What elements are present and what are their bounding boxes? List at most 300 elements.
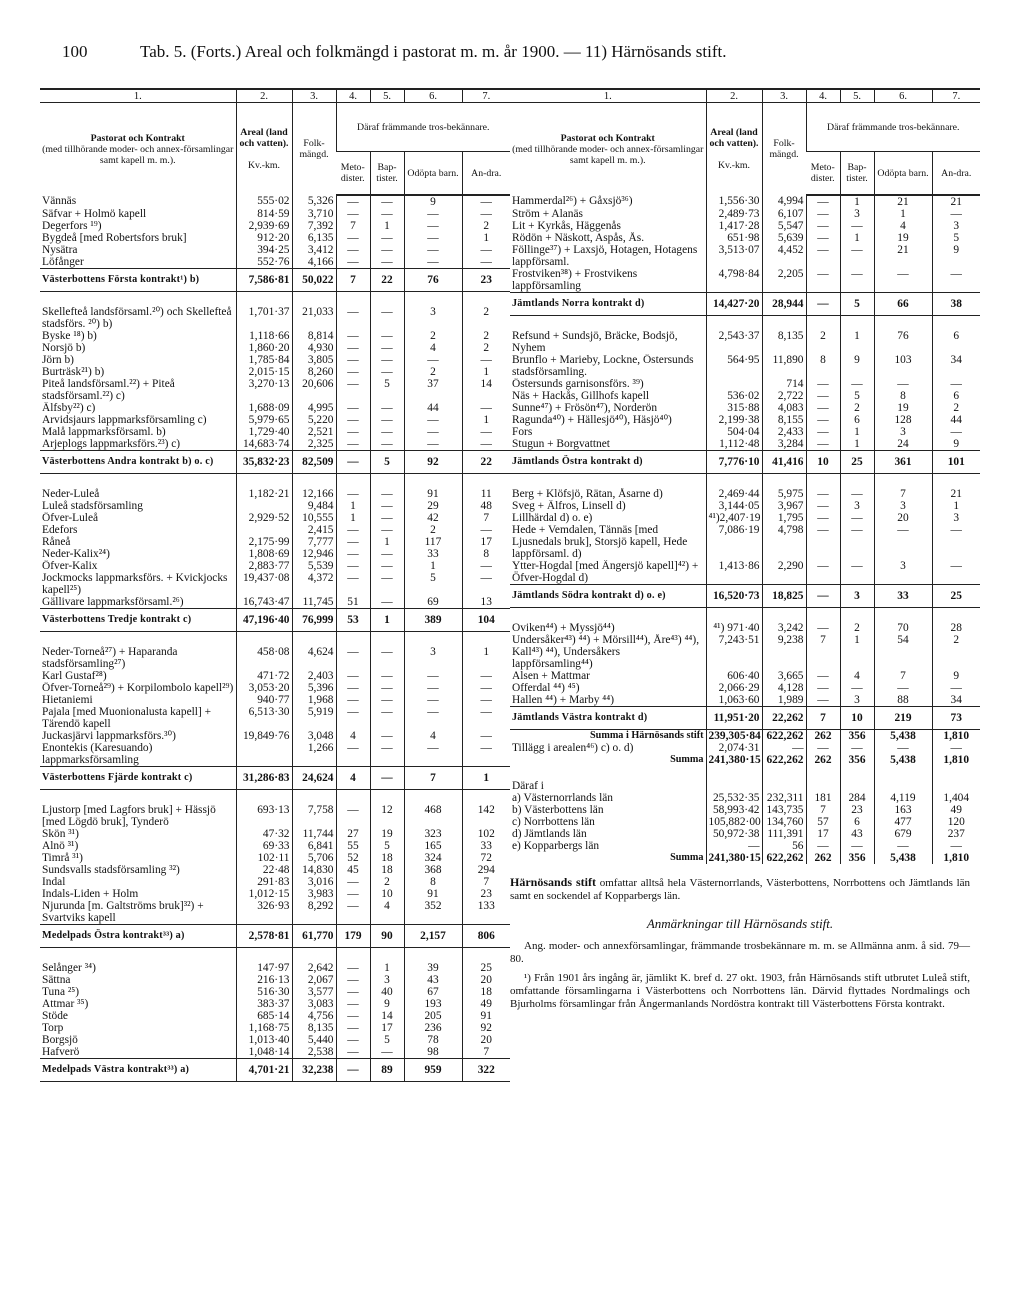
cell-areal: 1,860·20 xyxy=(236,342,292,354)
cell-areal: 471·72 xyxy=(236,670,292,682)
cell-folk: 5,326 xyxy=(292,195,336,208)
cell-bap: — xyxy=(840,682,874,694)
cell-areal: 2,939·69 xyxy=(236,220,292,232)
cell-bap: 356 xyxy=(840,852,874,864)
cell-andra: 6 xyxy=(932,330,980,354)
spacer-row xyxy=(40,632,510,647)
cell-areal: 2,066·29 xyxy=(706,682,762,694)
cell-bap: 1 xyxy=(370,962,404,974)
empty-cell xyxy=(462,292,510,307)
cell-folk: 41,416 xyxy=(762,451,806,474)
cell-areal: 1,168·75 xyxy=(236,1022,292,1034)
cell-odo: — xyxy=(404,670,462,682)
col-num-2: 2. xyxy=(236,89,292,103)
empty-cell xyxy=(762,474,806,489)
cell-areal xyxy=(236,500,292,512)
cell-meto: 262 xyxy=(806,730,840,743)
table-row xyxy=(40,354,510,366)
cell-areal xyxy=(706,780,762,792)
cell-meto: 57 xyxy=(806,816,840,828)
table-row xyxy=(510,208,980,220)
table-row xyxy=(40,1046,510,1059)
pastorat-name: Hafverö xyxy=(42,1046,80,1058)
cell-andra xyxy=(932,780,980,792)
cell-meto: — xyxy=(806,585,840,608)
table-row xyxy=(510,742,980,754)
cell-andra: 25 xyxy=(462,962,510,974)
cell-bap: — xyxy=(370,670,404,682)
cell-areal: 4,701·21 xyxy=(236,1059,292,1082)
table-row xyxy=(40,596,510,609)
cell-meto: — xyxy=(336,560,370,572)
cell-meto: — xyxy=(336,962,370,974)
cell-folk: 20,606 xyxy=(292,378,336,402)
empty-cell xyxy=(510,474,706,489)
empty-cell xyxy=(510,316,706,331)
cell-meto: — xyxy=(806,244,840,268)
cell-andra: — xyxy=(932,268,980,293)
cell-meto: — xyxy=(336,378,370,402)
table-row xyxy=(40,1022,510,1034)
pastorat-name: Arvidsjaurs lappmarksförsamling c) xyxy=(42,414,207,426)
table-row xyxy=(40,974,510,986)
cell-bap: — xyxy=(370,195,404,208)
cell-folk: 5,220 xyxy=(292,414,336,426)
cell-odo: 2 xyxy=(404,366,462,378)
table-row xyxy=(40,244,510,256)
cell-bap: — xyxy=(840,244,874,268)
pastorat-name: Burträsk²¹) b) xyxy=(42,366,105,378)
total-row xyxy=(510,852,980,864)
cell-odo: 8 xyxy=(874,390,932,402)
cell-andra: — xyxy=(932,378,980,390)
cell-areal: 516·30 xyxy=(236,986,292,998)
cell-folk: 56 xyxy=(762,840,806,852)
cell-meto: — xyxy=(806,694,840,707)
cell-areal: 7,586·81 xyxy=(236,269,292,292)
pastorat-name: Njurunda [m. Galtströms bruk]³²) + Svartviks kapell xyxy=(42,900,204,924)
pastorat-name: c) Norrbottens län xyxy=(512,816,595,828)
cell-odo: 88 xyxy=(874,694,932,707)
pastorat-name: Sveg + Älfros, Linsell d) xyxy=(512,500,626,512)
page-number: 100 xyxy=(62,42,88,61)
cell-meto: — xyxy=(806,622,840,634)
cell-odo: 2 xyxy=(404,524,462,536)
cell-andra: 133 xyxy=(462,900,510,925)
cell-areal: 606·40 xyxy=(706,670,762,682)
cell-odo: 42 xyxy=(404,512,462,524)
empty-cell xyxy=(840,474,874,489)
kontrakt-sum-row xyxy=(510,585,980,608)
empty-cell xyxy=(404,790,462,805)
pastorat-name: Västerbottens Andra kontrakt b) o. c) xyxy=(40,451,236,474)
cell-odo: — xyxy=(404,426,462,438)
empty-cell xyxy=(706,474,762,489)
cell-folk: 4,930 xyxy=(292,342,336,354)
cell-andra: — xyxy=(462,256,510,269)
pastorat-name: Neder-Luleå xyxy=(42,488,100,500)
cell-meto: — xyxy=(336,256,370,269)
cell-bap: — xyxy=(370,354,404,366)
cell-bap: — xyxy=(370,244,404,256)
cell-areal xyxy=(236,742,292,767)
col-num-7: 7. xyxy=(462,89,510,103)
cell-odo: 20 xyxy=(874,512,932,524)
cell-meto: — xyxy=(336,876,370,888)
cell-odo: 7 xyxy=(874,670,932,682)
table-row xyxy=(40,426,510,438)
pastorat-name: Lillhärdal d) o. e) xyxy=(512,512,593,524)
stift-summary-text: omfattar alltså hela Västernorrlands, Västerbottens, Norrbottens och Jämtlands län samt en sockendel af Kopparbergs län. xyxy=(510,877,971,902)
cell-meto: — xyxy=(806,682,840,694)
cell-meto: — xyxy=(336,208,370,220)
cell-odo: 3 xyxy=(874,500,932,512)
cell-andra: 2 xyxy=(932,402,980,414)
cell-andra: — xyxy=(462,208,510,220)
cell-odo: 39 xyxy=(404,962,462,974)
cell-meto: — xyxy=(336,998,370,1010)
cell-folk: 14,830 xyxy=(292,864,336,876)
cell-folk: 9,238 xyxy=(762,634,806,670)
pastorat-name: Hietaniemi xyxy=(42,694,93,706)
table-row xyxy=(40,536,510,548)
cell-andra: 806 xyxy=(462,925,510,948)
cell-odo: 24 xyxy=(874,438,932,451)
cell-areal: 1,729·40 xyxy=(236,426,292,438)
cell-bap: 6 xyxy=(840,414,874,426)
table-row xyxy=(510,634,980,670)
col-num-4: 4. xyxy=(806,89,840,103)
empty-cell xyxy=(336,292,370,307)
empty-cell xyxy=(762,766,806,780)
cell-odo: 959 xyxy=(404,1059,462,1082)
cell-bap: — xyxy=(370,767,404,790)
cell-areal: 31,286·83 xyxy=(236,767,292,790)
cell-bap: — xyxy=(370,232,404,244)
col-num-4: 4. xyxy=(336,89,370,103)
cell-meto: — xyxy=(806,268,840,293)
pastorat-name: Indals-Liden + Holm xyxy=(42,888,139,900)
cell-areal xyxy=(236,524,292,536)
cell-folk: 3,412 xyxy=(292,244,336,256)
cell-folk: 2,403 xyxy=(292,670,336,682)
pastorat-name: Neder-Kalix²⁴) xyxy=(42,548,110,560)
cell-bap: 5 xyxy=(370,451,404,474)
cell-folk: 5,639 xyxy=(762,232,806,244)
cell-folk: 2,205 xyxy=(762,268,806,293)
cell-areal: 216·13 xyxy=(236,974,292,986)
cell-bap: — xyxy=(840,488,874,500)
cell-bap: 1 xyxy=(370,609,404,632)
cell-odo: — xyxy=(404,354,462,366)
table-row xyxy=(510,378,980,390)
cell-andra: — xyxy=(462,244,510,256)
cell-folk: 3,577 xyxy=(292,986,336,998)
pastorat-name: Rödön + Näskott, Aspås, Ås. xyxy=(512,232,645,244)
cell-folk: 28,944 xyxy=(762,293,806,316)
pastorat-name: Jockmocks lappmarksförs. + Kvickjocks kapell²⁵) xyxy=(42,572,228,596)
cell-odo: 4 xyxy=(404,342,462,354)
empty-cell xyxy=(874,766,932,780)
cell-bap: — xyxy=(370,730,404,742)
cell-odo: 78 xyxy=(404,1034,462,1046)
table-row xyxy=(510,244,980,268)
cell-folk: 11,744 xyxy=(292,828,336,840)
cell-folk: 3,983 xyxy=(292,888,336,900)
cell-andra: 9 xyxy=(932,438,980,451)
cell-andra: — xyxy=(462,354,510,366)
cell-areal: 555·02 xyxy=(236,195,292,208)
note-1: ¹) Från 1901 års ingång är, jämlikt K. bref d. 27 okt. 1903, från Härnösands stift utbrutet Luleå stift, omfattande församlingarna i Västerbottens och Norrbottens län. Därvid flyttades Nordmalings och Bjurholms församlingar från Ångermanlands Nordöstra kontrakt till Västerbottens Första kontrakt. xyxy=(510,972,970,1010)
kontrakt-sum-row xyxy=(40,925,510,948)
cell-meto: — xyxy=(806,195,840,208)
cell-meto: — xyxy=(336,244,370,256)
cell-odo: 2,157 xyxy=(404,925,462,948)
cell-andra: 1 xyxy=(932,500,980,512)
cell-areal: 1,048·14 xyxy=(236,1046,292,1059)
cell-areal: 2,929·52 xyxy=(236,512,292,524)
cell-bap: 284 xyxy=(840,792,874,804)
col-header-folkmangd: Folk-mängd. xyxy=(292,103,336,196)
cell-meto: — xyxy=(336,330,370,342)
pastorat-name: Öfver-Luleå xyxy=(42,512,99,524)
cell-folk: 4,994 xyxy=(762,195,806,208)
cell-odo: — xyxy=(404,208,462,220)
cell-meto: — xyxy=(336,1046,370,1059)
cell-meto: — xyxy=(336,1010,370,1022)
cell-folk: 2,642 xyxy=(292,962,336,974)
table-row xyxy=(510,682,980,694)
cell-bap: 14 xyxy=(370,1010,404,1022)
pastorat-name: Jämtlands Norra kontrakt d) xyxy=(510,293,706,316)
pastorat-name: Ytter-Hogdal [med Ängersjö kapell]⁴²) + Öfver-Hogdal d) xyxy=(512,560,699,584)
cell-folk: 4,083 xyxy=(762,402,806,414)
cell-folk: 4,372 xyxy=(292,572,336,596)
table-row xyxy=(40,560,510,572)
cell-bap: 3 xyxy=(840,585,874,608)
cell-meto: 4 xyxy=(336,730,370,742)
pastorat-name: Gällivare lappmarksförsaml.²⁶) xyxy=(42,596,184,608)
empty-cell xyxy=(806,608,840,623)
table-row xyxy=(40,1034,510,1046)
spacer-row xyxy=(510,766,980,780)
cell-meto: 51 xyxy=(336,596,370,609)
cell-odo: 477 xyxy=(874,816,932,828)
pastorat-name: Juckasjärvi lappmarksförs.³⁰) xyxy=(42,730,176,742)
cell-odo xyxy=(874,780,932,792)
cell-meto: — xyxy=(336,306,370,330)
cell-areal: 383·37 xyxy=(236,998,292,1010)
cell-andra: — xyxy=(462,682,510,694)
table-row xyxy=(510,330,980,354)
cell-areal: 2,074·31 xyxy=(706,742,762,754)
cell-folk: 5,919 xyxy=(292,706,336,730)
cell-odo: 44 xyxy=(404,402,462,414)
pastorat-name: Vännäs xyxy=(42,195,77,207)
col-num-6: 6. xyxy=(874,89,932,103)
table-row xyxy=(40,742,510,767)
cell-meto: — xyxy=(336,1059,370,1082)
cell-meto: — xyxy=(336,414,370,426)
cell-bap: — xyxy=(840,378,874,390)
table-row xyxy=(40,900,510,925)
cell-andra: 21 xyxy=(932,195,980,208)
pastorat-name: Oviken⁴⁴) + Myssjö⁴⁴) xyxy=(512,622,615,634)
cell-meto: — xyxy=(806,742,840,754)
pastorat-name: Selånger ³⁴) xyxy=(42,962,96,974)
cell-bap: 6 xyxy=(840,816,874,828)
pastorat-name: Ström + Alanäs xyxy=(512,208,583,220)
cell-folk: 1,968 xyxy=(292,694,336,706)
cell-folk: 24,624 xyxy=(292,767,336,790)
pastorat-name: Hede + Vemdalen, Tännäs [med Ljusnedals bruk], Storsjö kapell, Hede lappförsaml. d) xyxy=(512,524,688,560)
empty-cell xyxy=(806,766,840,780)
cell-areal: 25,532·35 xyxy=(706,792,762,804)
cell-meto: 10 xyxy=(806,451,840,474)
cell-bap: 23 xyxy=(840,804,874,816)
cell-meto: — xyxy=(806,670,840,682)
cell-odo: 19 xyxy=(874,402,932,414)
cell-bap: 2 xyxy=(840,402,874,414)
cell-folk: 5,975 xyxy=(762,488,806,500)
cell-folk: 1,266 xyxy=(292,742,336,767)
cell-bap: 1 xyxy=(370,220,404,232)
cell-andra: 22 xyxy=(462,451,510,474)
cell-meto: — xyxy=(806,378,840,390)
cell-meto: — xyxy=(336,742,370,767)
cell-bap: 5 xyxy=(370,378,404,402)
cell-odo: 4,119 xyxy=(874,792,932,804)
cell-bap: 5 xyxy=(370,840,404,852)
cell-bap: 1 xyxy=(370,536,404,548)
kontrakt-sum-row xyxy=(40,451,510,474)
cell-meto: — xyxy=(806,414,840,426)
cell-odo: 70 xyxy=(874,622,932,634)
cell-odo: 324 xyxy=(404,852,462,864)
col-num-1: 1. xyxy=(510,89,706,103)
cell-areal: 2,578·81 xyxy=(236,925,292,948)
cell-odo: 69 xyxy=(404,596,462,609)
cell-bap: 10 xyxy=(370,888,404,900)
cell-andra: 120 xyxy=(932,816,980,828)
col-num-7: 7. xyxy=(932,89,980,103)
cell-areal: 147·97 xyxy=(236,962,292,974)
cell-areal: 1,785·84 xyxy=(236,354,292,366)
cell-areal: 14,427·20 xyxy=(706,293,762,316)
cell-odo: 219 xyxy=(874,707,932,730)
pastorat-name: Nysätra xyxy=(42,244,78,256)
empty-cell xyxy=(292,474,336,489)
cell-bap: — xyxy=(370,414,404,426)
cell-folk: 7,758 xyxy=(292,804,336,828)
pastorat-name: Fors xyxy=(512,426,533,438)
empty-cell xyxy=(874,316,932,331)
cell-andra: — xyxy=(462,694,510,706)
spacer-row xyxy=(40,474,510,489)
pastorat-name: Edefors xyxy=(42,524,78,536)
cell-odo: 2 xyxy=(404,330,462,342)
cell-meto: — xyxy=(806,220,840,232)
cell-areal: 35,832·23 xyxy=(236,451,292,474)
pastorat-name: Jörn b) xyxy=(42,354,74,366)
cell-meto: — xyxy=(806,438,840,451)
cell-folk: 4,128 xyxy=(762,682,806,694)
cell-odo: 103 xyxy=(874,354,932,378)
empty-cell xyxy=(706,766,762,780)
empty-cell xyxy=(336,790,370,805)
cell-meto: 27 xyxy=(336,828,370,840)
cell-odo: 92 xyxy=(404,451,462,474)
cell-folk: 2,521 xyxy=(292,426,336,438)
cell-bap: — xyxy=(840,742,874,754)
cell-bap: — xyxy=(370,366,404,378)
cell-andra: — xyxy=(462,524,510,536)
cell-folk: 61,770 xyxy=(292,925,336,948)
cell-odo: — xyxy=(404,694,462,706)
total-row xyxy=(510,754,980,766)
pastorat-name: Timrå ³¹) xyxy=(42,852,83,864)
pastorat-name: Öfver-Kalix xyxy=(42,560,98,572)
cell-bap: 9 xyxy=(840,354,874,378)
cell-areal: 504·04 xyxy=(706,426,762,438)
empty-cell xyxy=(236,474,292,489)
cell-folk: 2,722 xyxy=(762,390,806,402)
pastorat-name: Skellefteå landsförsaml.²⁰) och Skellefteå stadsförs. ²⁰) b) xyxy=(42,306,232,330)
cell-folk: 7,392 xyxy=(292,220,336,232)
table-row xyxy=(40,804,510,828)
cell-areal: — xyxy=(706,840,762,852)
page-title: Tab. 5. (Forts.) Areal och folkmängd i pastorat m. m. år 1900. — 11) Härnösands stift. xyxy=(140,42,727,61)
cell-andra: 34 xyxy=(932,694,980,707)
cell-andra: 34 xyxy=(932,354,980,378)
cell-folk: 8,292 xyxy=(292,900,336,925)
pastorat-name: Östersunds garnisonsförs. ³⁹) xyxy=(512,378,644,390)
cell-odo: 1 xyxy=(404,560,462,572)
pastorat-name: b) Västerbottens län xyxy=(512,804,604,816)
cell-meto: — xyxy=(806,524,840,560)
cell-meto: 7 xyxy=(336,269,370,292)
pastorat-name: Piteå landsförsaml.²²) + Piteå stadsförsaml.²²) c) xyxy=(42,378,175,402)
cell-andra: — xyxy=(462,402,510,414)
cell-areal xyxy=(706,378,762,390)
cell-odo: — xyxy=(404,244,462,256)
cell-andra: 5 xyxy=(932,232,980,244)
cell-bap: 89 xyxy=(370,1059,404,1082)
table-row xyxy=(40,220,510,232)
cell-areal: 564·95 xyxy=(706,354,762,378)
empty-cell xyxy=(236,790,292,805)
cell-andra: 23 xyxy=(462,888,510,900)
cell-bap: — xyxy=(370,646,404,670)
cell-folk: 2,325 xyxy=(292,438,336,451)
empty-cell xyxy=(404,474,462,489)
cell-bap: — xyxy=(370,208,404,220)
table-row xyxy=(40,852,510,864)
cell-bap: 3 xyxy=(840,208,874,220)
table-row xyxy=(40,378,510,402)
cell-andra: 25 xyxy=(932,585,980,608)
cell-bap xyxy=(840,780,874,792)
cell-areal: 1,118·66 xyxy=(236,330,292,342)
cell-andra: 9 xyxy=(932,670,980,682)
table-row xyxy=(40,730,510,742)
cell-meto: 7 xyxy=(336,220,370,232)
cell-folk: 5,396 xyxy=(292,682,336,694)
cell-folk: 3,242 xyxy=(762,622,806,634)
table-row xyxy=(40,366,510,378)
cell-meto: — xyxy=(806,512,840,524)
col-num-2: 2. xyxy=(706,89,762,103)
